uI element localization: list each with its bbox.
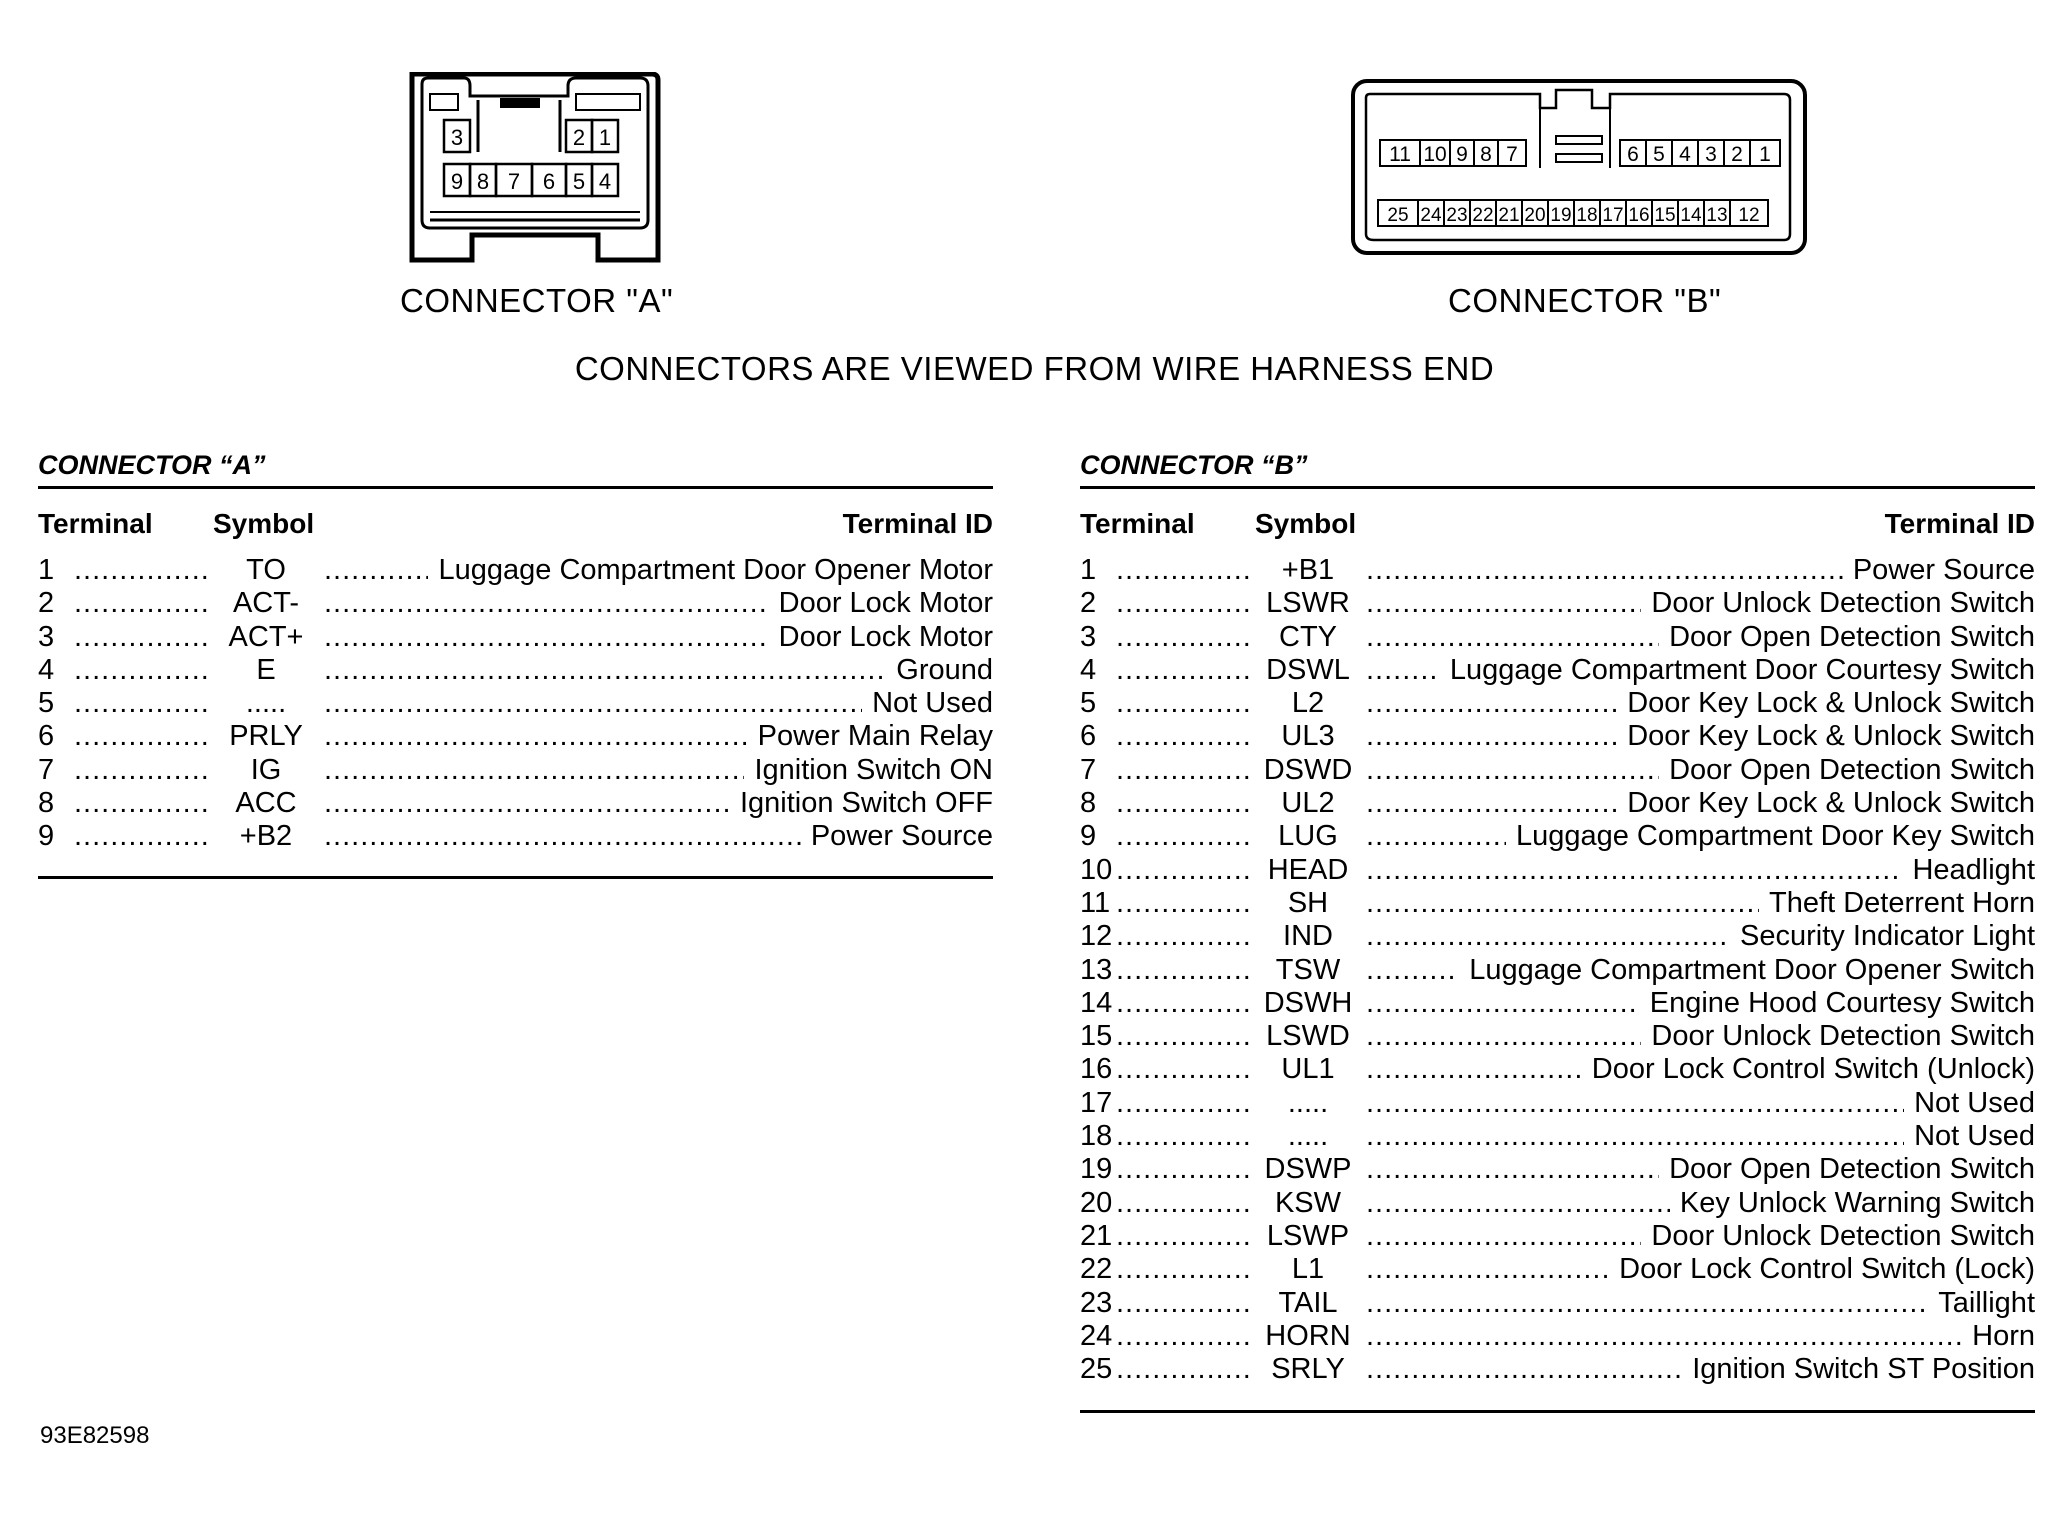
- table-row: [1080, 621, 2035, 654]
- leader-dots: [1366, 1287, 1928, 1320]
- terminal-id: Door Open Detection Switch: [1669, 753, 2035, 786]
- leader-dots: [1116, 854, 1250, 887]
- leader-dots: [1116, 920, 1250, 953]
- connector-b-drawing: [1350, 78, 1810, 263]
- terminal-id: Taillight: [1938, 1286, 2035, 1319]
- table-row: [38, 621, 993, 654]
- pin-label: 16: [1628, 205, 1650, 226]
- leader-dots: [1116, 1053, 1250, 1086]
- pin-label: 19: [1550, 205, 1572, 226]
- terminal-number: 25: [1080, 1353, 1113, 1386]
- terminal-id: Theft Deterrent Horn: [1769, 886, 2035, 919]
- pin-label: 17: [1602, 205, 1624, 226]
- terminal-symbol: SRLY: [1271, 1353, 1345, 1386]
- table-row: [38, 720, 993, 753]
- leader-dots: [1366, 987, 1640, 1020]
- terminal-id: Key Unlock Warning Switch: [1679, 1186, 2035, 1219]
- table-row: [1080, 1087, 2035, 1120]
- terminal-symbol: HEAD: [1267, 853, 1349, 886]
- terminal-number: 9: [1080, 820, 1097, 853]
- leader-dots: [1116, 1153, 1250, 1186]
- terminal-symbol: IG: [250, 753, 282, 786]
- terminal-symbol: ACT+: [228, 620, 304, 653]
- table-b-header-terminal: Terminal: [1080, 508, 1195, 539]
- terminal-symbol: DSWH: [1263, 986, 1353, 1019]
- leader-dots: [1366, 554, 1843, 587]
- terminal-symbol: ACT-: [232, 587, 300, 620]
- leader-dots: [1116, 687, 1250, 720]
- terminal-number: 2: [38, 587, 55, 620]
- connector-b-table: [1080, 450, 2035, 1420]
- terminal-symbol: LSWD: [1266, 1020, 1350, 1053]
- leader-dots: [324, 587, 769, 620]
- leader-dots: [1366, 787, 1617, 820]
- leader-dots: [1116, 654, 1250, 687]
- leader-dots: [74, 654, 208, 687]
- leader-dots: [1366, 820, 1506, 853]
- leader-dots: [1116, 720, 1250, 753]
- leader-dots: [1366, 1320, 1962, 1353]
- pin-label: 1: [598, 125, 612, 150]
- pin-label: 22: [1472, 205, 1494, 226]
- terminal-id: Power Main Relay: [757, 720, 993, 753]
- leader-dots: [1116, 1353, 1250, 1386]
- leader-dots: [1366, 854, 1902, 887]
- pin-label: 23: [1446, 205, 1468, 226]
- terminal-number: 3: [1080, 620, 1097, 653]
- terminal-number: 3: [38, 620, 55, 653]
- table-row: [1080, 1287, 2035, 1320]
- table-row: [38, 654, 993, 687]
- terminal-id: Not Used: [1914, 1086, 2035, 1119]
- terminal-id: Door Unlock Detection Switch: [1651, 1219, 2035, 1252]
- terminal-id: Door Lock Control Switch (Lock): [1619, 1253, 2035, 1286]
- terminal-number: 6: [38, 720, 55, 753]
- terminal-symbol: TSW: [1275, 953, 1341, 986]
- terminal-id: Power Source: [1852, 554, 2035, 586]
- pin-label: 25: [1387, 205, 1409, 226]
- leader-dots: [1116, 1287, 1250, 1320]
- leader-dots: [1116, 1020, 1250, 1053]
- terminal-id: Door Key Lock & Unlock Switch: [1627, 687, 2035, 720]
- table-row: [1080, 920, 2035, 953]
- terminal-id: Headlight: [1912, 853, 2035, 886]
- leader-dots: [1366, 1120, 1904, 1153]
- pin-label: 14: [1680, 205, 1702, 226]
- pin-label: 2: [1731, 143, 1743, 166]
- leader-dots: [1116, 621, 1250, 654]
- table-row: [1080, 687, 2035, 720]
- terminal-symbol: L1: [1291, 1253, 1325, 1286]
- table-row: [1080, 1187, 2035, 1220]
- terminal-symbol: .....: [245, 687, 287, 720]
- terminal-symbol: +B1: [1281, 554, 1335, 586]
- pin-label: 21: [1498, 205, 1520, 226]
- pin-label: 3: [450, 125, 464, 150]
- terminal-symbol: LUG: [1278, 820, 1338, 853]
- table-a-header-symbol: Symbol: [213, 508, 315, 539]
- leader-dots: [74, 554, 208, 587]
- pin-label: 6: [542, 169, 556, 194]
- table-row: [1080, 554, 2035, 587]
- table-b-top-rule: [1080, 486, 2035, 489]
- terminal-id: Ground: [896, 653, 993, 686]
- terminal-number: 1: [1080, 554, 1097, 586]
- leader-dots: [1366, 1153, 1659, 1186]
- pin-label: 9: [1456, 143, 1468, 166]
- terminal-symbol: PRLY: [229, 720, 303, 753]
- terminal-number: 8: [1080, 787, 1097, 820]
- pin-label: 1: [1759, 143, 1771, 166]
- leader-dots: [324, 654, 886, 687]
- terminal-number: 15: [1080, 1020, 1113, 1053]
- leader-dots: [1116, 554, 1250, 587]
- table-row: [38, 820, 993, 853]
- terminal-symbol: SH: [1287, 886, 1329, 919]
- table-row: [1080, 1253, 2035, 1286]
- leader-dots: [1366, 754, 1659, 787]
- table-row: [1080, 1153, 2035, 1186]
- terminal-id: Door Lock Control Switch (Unlock): [1591, 1053, 2035, 1086]
- connector-a-drawing: [400, 72, 670, 267]
- leader-dots: [1366, 587, 1641, 620]
- table-b-rows: [1080, 554, 2035, 1386]
- terminal-symbol: KSW: [1274, 1186, 1342, 1219]
- leader-dots: [1366, 1220, 1641, 1253]
- terminal-id: Ignition Switch ST Position: [1692, 1353, 2035, 1386]
- terminal-number: 7: [38, 753, 55, 786]
- drawing-code: 93E82598: [40, 1422, 150, 1449]
- table-b-title: CONNECTOR “B”: [1080, 450, 1308, 480]
- terminal-id: Door Key Lock & Unlock Switch: [1627, 787, 2035, 820]
- terminal-symbol: IND: [1283, 920, 1333, 953]
- table-b-header-terminal-id: Terminal ID: [1884, 508, 2035, 539]
- terminal-id: Security Indicator Light: [1740, 920, 2035, 953]
- leader-dots: [1366, 954, 1459, 987]
- table-row: [1080, 1120, 2035, 1153]
- leader-dots: [324, 554, 428, 587]
- leader-dots: [324, 820, 801, 853]
- terminal-id: Luggage Compartment Door Opener Switch: [1469, 953, 2035, 986]
- leader-dots: [1366, 654, 1440, 687]
- terminal-number: 12: [1080, 920, 1113, 953]
- terminal-symbol: LSWR: [1266, 587, 1350, 620]
- terminal-number: 6: [1080, 720, 1097, 753]
- terminal-symbol: DSWL: [1266, 653, 1350, 686]
- leader-dots: [1116, 587, 1250, 620]
- terminal-symbol: UL3: [1281, 720, 1335, 753]
- pin-label: 9: [450, 169, 464, 194]
- leader-dots: [74, 720, 208, 753]
- terminal-number: 17: [1080, 1086, 1113, 1119]
- leader-dots: [1116, 954, 1250, 987]
- terminal-number: 23: [1080, 1286, 1113, 1319]
- terminal-symbol: UL1: [1281, 1053, 1335, 1086]
- table-row: [1080, 720, 2035, 753]
- leader-dots: [1366, 1353, 1682, 1386]
- table-row: [1080, 820, 2035, 853]
- leader-dots: [1116, 787, 1250, 820]
- connector-a-bottom-pins: [444, 164, 618, 196]
- pin-label: 11: [1389, 143, 1411, 166]
- terminal-number: 19: [1080, 1153, 1113, 1186]
- table-row: [38, 787, 993, 820]
- pin-label: 8: [1480, 143, 1492, 166]
- leader-dots: [1116, 820, 1250, 853]
- terminal-number: 11: [1080, 886, 1111, 919]
- leader-dots: [1366, 887, 1759, 920]
- terminal-id: Engine Hood Courtesy Switch: [1649, 986, 2035, 1019]
- leader-dots: [1366, 1020, 1641, 1053]
- connector-b-bottom-pins: [1378, 200, 1768, 226]
- table-row: [38, 554, 993, 587]
- leader-dots: [324, 787, 730, 820]
- terminal-id: Not Used: [872, 687, 993, 720]
- terminal-number: 5: [1080, 687, 1097, 720]
- table-row: [1080, 987, 2035, 1020]
- leader-dots: [1116, 1320, 1250, 1353]
- terminal-number: 2: [1080, 587, 1097, 620]
- table-a-title: CONNECTOR “A”: [38, 450, 266, 480]
- terminal-number: 14: [1080, 986, 1113, 1019]
- leader-dots: [1366, 1053, 1582, 1086]
- terminal-number: 20: [1080, 1186, 1113, 1219]
- pin-label: 13: [1706, 205, 1728, 226]
- terminal-symbol: L2: [1291, 687, 1325, 720]
- table-row: [1080, 1053, 2035, 1086]
- terminal-number: 9: [38, 820, 55, 853]
- pin-label: 10: [1423, 143, 1447, 166]
- table-a-top-rule: [38, 486, 993, 489]
- table-a-rows: [38, 554, 993, 854]
- terminal-id: Not Used: [1914, 1120, 2035, 1153]
- leader-dots: [1366, 1253, 1609, 1286]
- connector-b-label: CONNECTOR "B": [1448, 282, 1722, 319]
- terminal-id: Ignition Switch ON: [754, 753, 993, 786]
- terminal-id: Horn: [1972, 1319, 2035, 1352]
- connector-a-label: CONNECTOR "A": [400, 282, 674, 319]
- pin-label: 8: [476, 169, 490, 194]
- table-row: [38, 687, 993, 720]
- table-row: [38, 754, 993, 787]
- table-row: [1080, 1020, 2035, 1053]
- terminal-id: Door Unlock Detection Switch: [1651, 1020, 2035, 1053]
- terminal-number: 16: [1080, 1053, 1113, 1086]
- terminal-number: 8: [38, 787, 55, 820]
- table-b-header-symbol: Symbol: [1255, 508, 1357, 539]
- pin-label: 7: [507, 169, 521, 194]
- leader-dots: [1366, 1187, 1670, 1220]
- pin-label: 6: [1627, 143, 1639, 166]
- leader-dots: [74, 687, 208, 720]
- leader-dots: [1116, 1120, 1250, 1153]
- pin-label: 12: [1738, 205, 1760, 226]
- terminal-number: 22: [1080, 1253, 1113, 1286]
- leader-dots: [1366, 687, 1617, 720]
- pin-label: 7: [1506, 143, 1518, 166]
- leader-dots: [1366, 720, 1617, 753]
- leader-dots: [74, 621, 208, 654]
- terminal-number: 18: [1080, 1120, 1113, 1153]
- terminal-number: 5: [38, 687, 55, 720]
- pin-label: 5: [1653, 143, 1665, 166]
- table-row: [1080, 754, 2035, 787]
- terminal-symbol: CTY: [1279, 620, 1337, 653]
- terminal-id: Door Open Detection Switch: [1669, 620, 2035, 653]
- table-a-bottom-rule: [38, 876, 993, 879]
- terminal-id: Door Lock Motor: [778, 587, 993, 620]
- pin-label: 20: [1524, 205, 1546, 226]
- leader-dots: [1366, 920, 1730, 953]
- pin-label: 24: [1420, 205, 1442, 226]
- terminal-number: 7: [1080, 753, 1097, 786]
- pin-label: 15: [1654, 205, 1676, 226]
- terminal-id: Luggage Compartment Door Opener Motor: [438, 554, 993, 586]
- terminal-number: 21: [1080, 1219, 1113, 1252]
- pin-label: 18: [1576, 205, 1598, 226]
- table-row: [1080, 954, 2035, 987]
- table-row: [1080, 587, 2035, 620]
- leader-dots: [1116, 887, 1250, 920]
- leader-dots: [1116, 987, 1250, 1020]
- table-row: [1080, 1353, 2035, 1386]
- connector-a-top-pins: [444, 120, 618, 152]
- leader-dots: [1116, 1187, 1250, 1220]
- terminal-id: Door Unlock Detection Switch: [1651, 587, 2035, 620]
- table-b-bottom-rule: [1080, 1410, 2035, 1413]
- viewing-note: CONNECTORS ARE VIEWED FROM WIRE HARNESS END: [574, 350, 1495, 387]
- table-row: [1080, 654, 2035, 687]
- pin-label: 4: [1679, 143, 1691, 166]
- terminal-id: Luggage Compartment Door Courtesy Switch: [1449, 653, 2035, 686]
- terminal-number: 4: [38, 653, 55, 686]
- leader-dots: [1366, 1087, 1904, 1120]
- terminal-number: 1: [38, 554, 55, 586]
- pin-label: 5: [572, 169, 586, 194]
- connector-b-top-left-pins: [1380, 140, 1526, 166]
- table-row: [1080, 887, 2035, 920]
- table-row: [1080, 787, 2035, 820]
- terminal-symbol: UL2: [1281, 787, 1335, 820]
- leader-dots: [1366, 621, 1659, 654]
- table-row: [1080, 1220, 2035, 1253]
- terminal-number: 24: [1080, 1319, 1113, 1352]
- terminal-symbol: .....: [1287, 1120, 1329, 1153]
- leader-dots: [324, 754, 744, 787]
- terminal-id: Ignition Switch OFF: [739, 787, 993, 820]
- pin-label: 2: [572, 125, 586, 150]
- leader-dots: [74, 787, 208, 820]
- terminal-symbol: ACC: [235, 787, 297, 820]
- terminal-id: Door Key Lock & Unlock Switch: [1627, 720, 2035, 753]
- leader-dots: [324, 687, 862, 720]
- leader-dots: [74, 820, 208, 853]
- leader-dots: [1116, 1253, 1250, 1286]
- leader-dots: [1116, 754, 1250, 787]
- table-a-header-terminal: Terminal: [38, 508, 153, 539]
- connector-b-top-right-pins: [1620, 140, 1780, 166]
- terminal-symbol: LSWP: [1266, 1219, 1350, 1252]
- leader-dots: [74, 754, 208, 787]
- leader-dots: [324, 720, 748, 753]
- table-a-header-terminal-id: Terminal ID: [842, 508, 993, 539]
- terminal-symbol: TO: [246, 554, 286, 586]
- terminal-symbol: DSWD: [1263, 753, 1353, 786]
- terminal-symbol: .....: [1287, 1086, 1329, 1119]
- terminal-symbol: +B2: [239, 820, 293, 853]
- terminal-number: 10: [1080, 853, 1113, 886]
- terminal-symbol: TAIL: [1278, 1286, 1338, 1319]
- leader-dots: [324, 621, 769, 654]
- connector-a-table: [38, 450, 993, 890]
- leader-dots: [1116, 1220, 1250, 1253]
- table-row: [1080, 854, 2035, 887]
- terminal-number: 4: [1080, 653, 1097, 686]
- leader-dots: [74, 587, 208, 620]
- terminal-number: 13: [1080, 953, 1113, 986]
- table-row: [1080, 1320, 2035, 1353]
- terminal-id: Power Source: [810, 820, 993, 853]
- terminal-symbol: DSWP: [1264, 1153, 1352, 1186]
- terminal-id: Luggage Compartment Door Key Switch: [1515, 820, 2035, 853]
- terminal-symbol: E: [256, 653, 276, 686]
- pin-label: 3: [1705, 143, 1717, 166]
- terminal-id: Door Open Detection Switch: [1669, 1153, 2035, 1186]
- terminal-symbol: HORN: [1265, 1319, 1351, 1352]
- leader-dots: [1116, 1087, 1250, 1120]
- terminal-id: Door Lock Motor: [778, 620, 993, 653]
- pin-label: 4: [598, 169, 612, 194]
- table-row: [38, 587, 993, 620]
